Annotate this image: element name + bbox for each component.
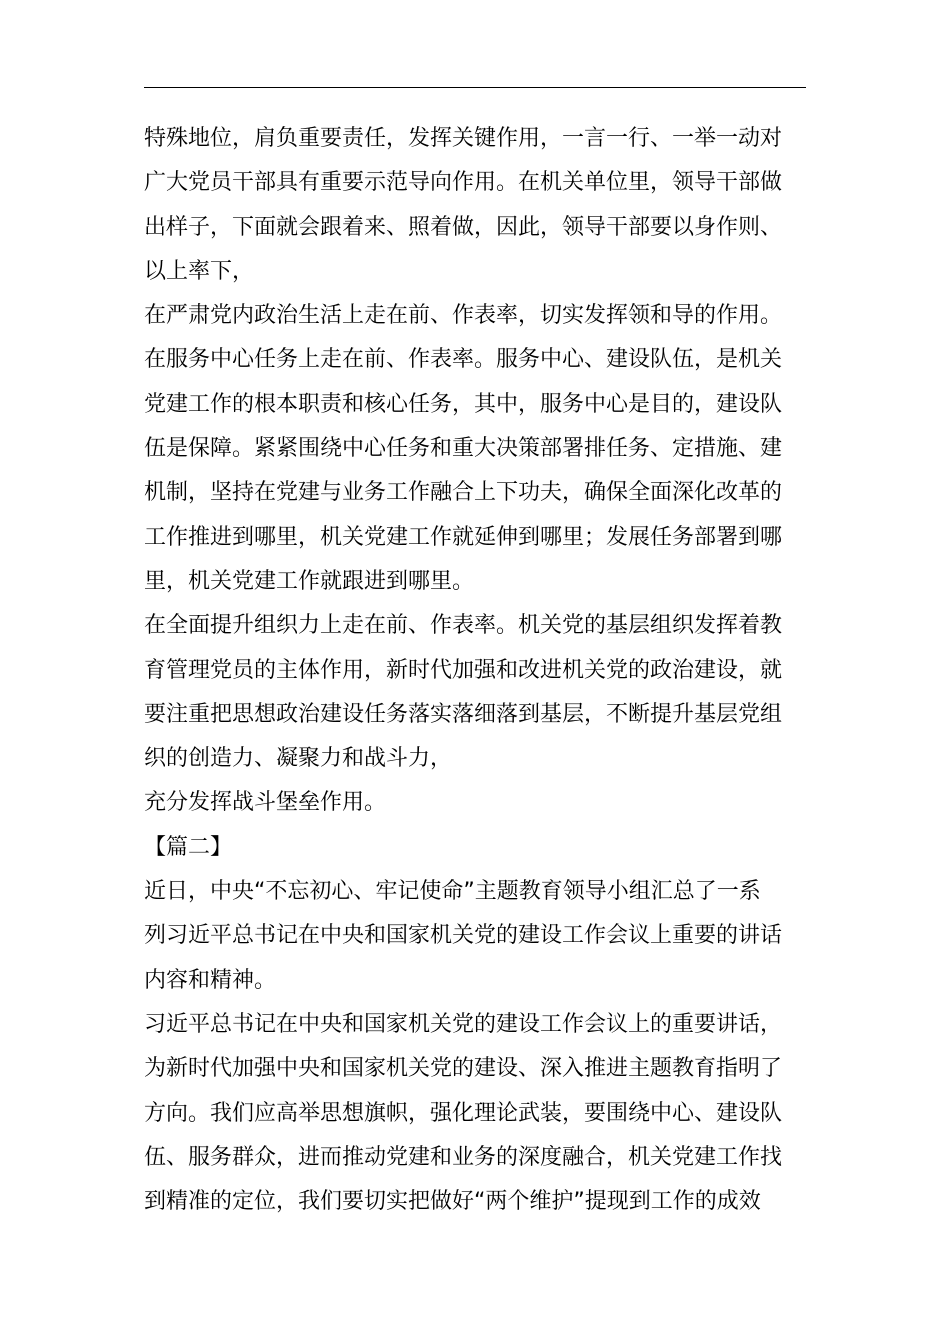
text-line: 充分发挥战斗堡垒作用。 [144,790,387,816]
text-line: 机制，坚持在党建与业务工作融合上下功夫，确保全面深化改革的 [144,480,783,506]
text-line: 方向。我们应高举思想旗帜，强化理论武装，要围绕中心、建设队 [144,1100,783,1126]
text-line: 在服务中心任务上走在前、作表率。服务中心、建设队伍，是机关 [144,347,783,373]
text-line: 党建工作的根本职责和核心任务，其中，服务中心是目的，建设队 [144,391,783,417]
text-line: 广大党员干部具有重要示范导向作用。在机关单位里，领导干部做 [144,170,783,196]
text-line: 近日，中央“不忘初心、牢记使命”主题教育领导小组汇总了一系 [144,879,761,905]
text-line: 伍、服务群众，进而推动党建和业务的深度融合，机关党建工作找 [144,1144,783,1170]
text-line: 在严肃党内政治生活上走在前、作表率，切实发挥领和导的作用。 [144,303,783,329]
document-body [144,117,808,1224]
text-line: 以上率下， [144,258,255,284]
text-line: 要注重把思想政治建设任务落实落细落到基层，不断提升基层党组 [144,701,783,727]
text-line: 伍是保障。紧紧围绕中心任务和重大决策部署排任务、定措施、建 [144,436,783,462]
text-line: 织的创造力、凝聚力和战斗力， [144,746,453,772]
text-line: 内容和精神。 [144,967,277,993]
header-rule [144,87,806,88]
text-line: 工作推进到哪里，机关党建工作就延伸到哪里；发展任务部署到哪 [144,524,783,550]
text-line: 习近平总书记在中央和国家机关党的建设工作会议上的重要讲话， [144,1011,783,1037]
text-line: 在全面提升组织力上走在前、作表率。机关党的基层组织发挥着教 [144,613,783,639]
text-line: 出样子，下面就会跟着来、照着做，因此，领导干部要以身作则、 [144,214,783,240]
section-heading: 【篇二】 [144,834,233,860]
text-line: 列习近平总书记在中央和国家机关党的建设工作会议上重要的讲话 [144,923,783,949]
text-line: 特殊地位，肩负重要责任，发挥关键作用，一言一行、一举一动对 [144,126,783,151]
text-line: 里，机关党建工作就跟进到哪里。 [144,568,475,594]
text-line: 为新时代加强中央和国家机关党的建设、深入推进主题教育指明了 [144,1056,783,1082]
text-line: 到精准的定位，我们要切实把做好“两个维护”提现到工作的成效 [144,1189,761,1215]
text-line: 育管理党员的主体作用，新时代加强和改进机关党的政治建设，就 [144,657,783,683]
